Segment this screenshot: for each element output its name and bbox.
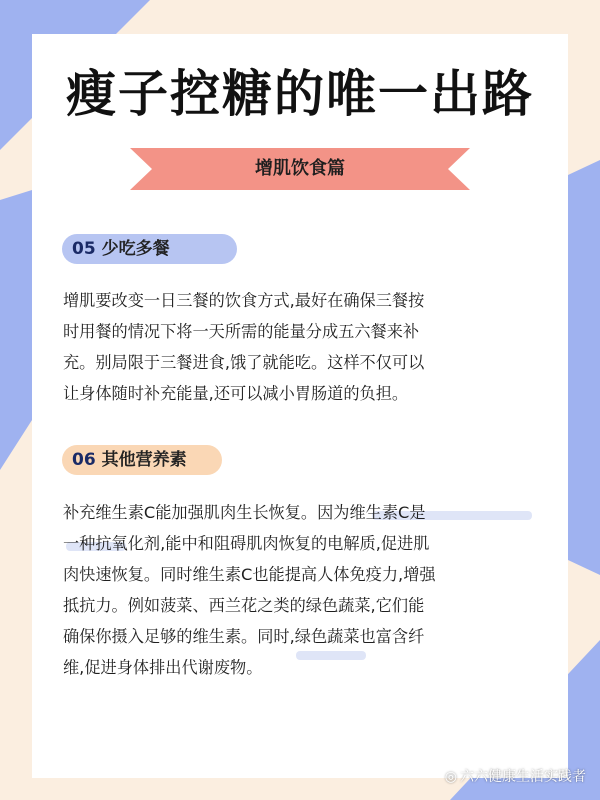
body-line: 确保你摄入足够的维生素。同时,绿色蔬菜也富含纤: [63, 627, 425, 646]
body-line: 充。别局限于三餐进食,饿了就能吃。这样不仅可以: [63, 353, 425, 372]
section-06-heading: [62, 446, 197, 474]
body-line: 一种抗氧化剂,能中和阻碍肌肉恢复的电解质,促进肌: [63, 534, 430, 553]
watermark: [445, 766, 586, 786]
weibo-logo-icon: ◎: [444, 769, 457, 785]
section-06-body: [63, 497, 543, 683]
body-line: 补充维生素C能加强肌肉生长恢复。因为维生素C是: [63, 503, 426, 522]
body-line: 肉快速恢复。同时维生素C也能提高人体免疫力,增强: [63, 565, 436, 584]
body-line: 维,促进身体排出代谢废物。: [63, 658, 263, 677]
subtitle: 增肌饮食篇: [255, 158, 345, 179]
body-line: 增肌要改变一日三餐的饮食方式,最好在确保三餐按: [63, 291, 425, 310]
body-line: 时用餐的情况下将一天所需的能量分成五六餐来补: [63, 322, 420, 341]
body-line: 抵抗力。例如菠菜、西兰花之类的绿色蔬菜,它们能: [63, 596, 425, 615]
section-05-heading: [62, 235, 180, 263]
section-06-title: 其他营养素: [101, 450, 187, 470]
body-line: 让身体随时补充能量,还可以减小胃肠道的负担。: [63, 384, 409, 403]
subtitle-ribbon: [130, 148, 470, 190]
section-05-body: [63, 285, 543, 409]
page-title: 瘦子控糖的唯一出路: [66, 65, 534, 123]
section-05-number: 05: [72, 239, 96, 259]
watermark-text: 六六健康生活实践者: [460, 769, 586, 785]
section-06-number: 06: [72, 450, 96, 470]
section-05-title: 少吃多餐: [101, 239, 170, 259]
